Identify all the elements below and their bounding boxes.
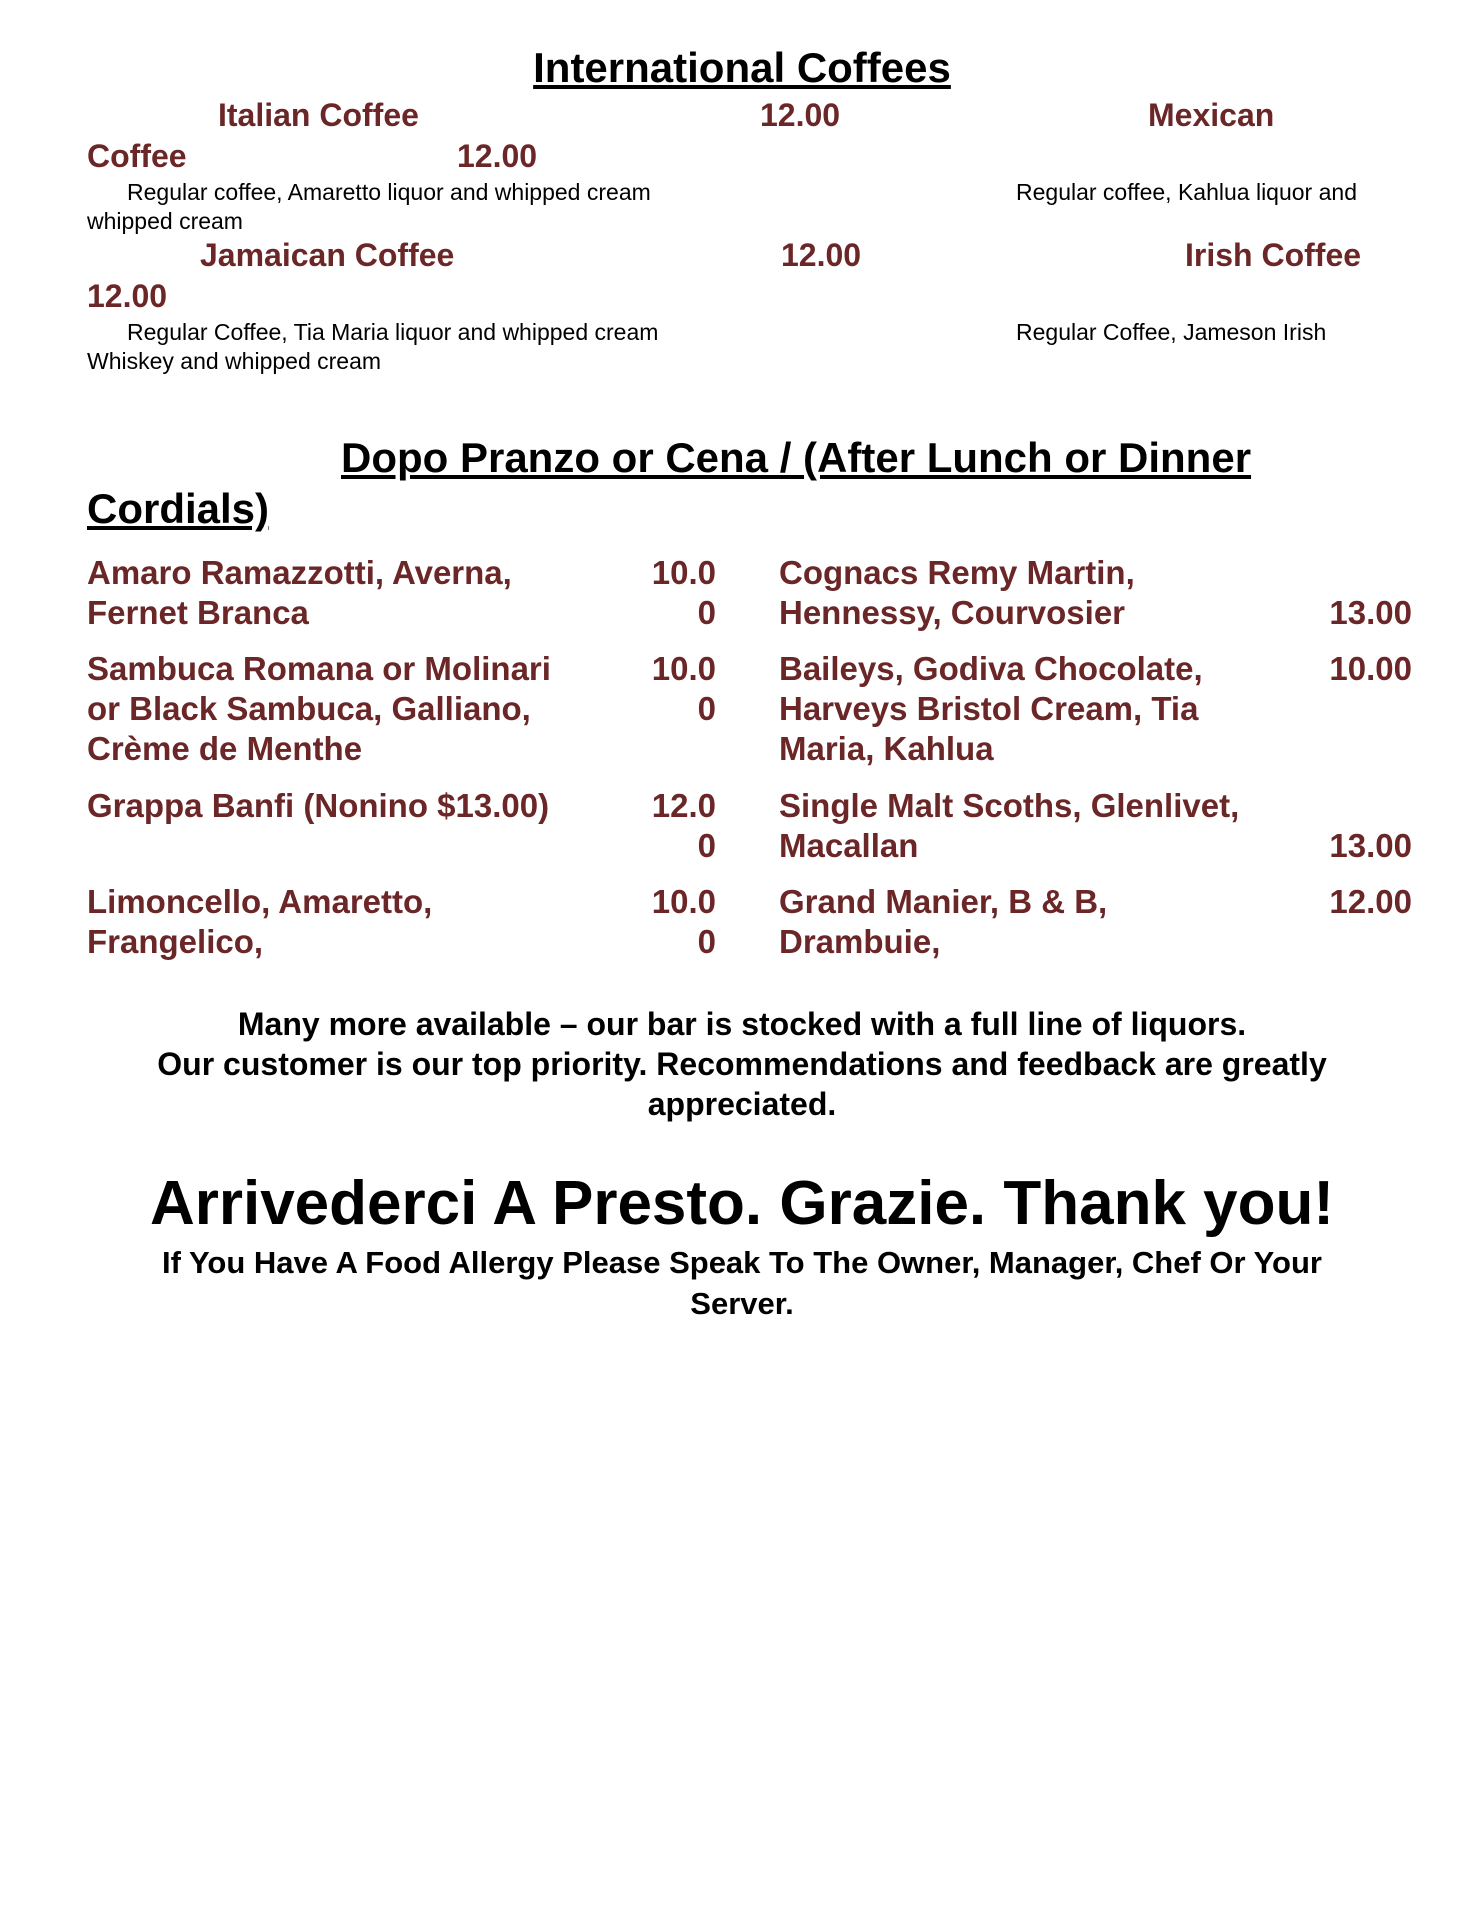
cordial-sambuca-line1: Sambuca Romana or Molinari [87, 650, 551, 687]
jamaican-coffee-price: 12.00 [781, 237, 862, 273]
cordial-amaro-line1: Amaro Ramazzotti, Averna, [87, 554, 512, 591]
mexican-coffee-name-part2: Coffee [87, 138, 187, 174]
allergy-note-line2: Server. [690, 1286, 794, 1321]
mexican-coffee-name-part1: Mexican [1148, 97, 1275, 133]
cordial-sambuca-line2: or Black Sambuca, Galliano, [87, 690, 531, 727]
cordial-grappa-price-line2: 0 [697, 827, 716, 864]
cordial-single-malt [779, 786, 1239, 866]
cordial-baileys-line3: Maria, Kahlua [779, 730, 994, 767]
cordial-sambuca-price-line1: 10.0 [651, 650, 716, 687]
allergy-note-line1: If You Have A Food Allergy Please Speak To The Owner, Manager, Chef Or Your [162, 1245, 1322, 1280]
cordial-amaro-price [620, 553, 716, 633]
footer-note-line1: Many more available – our bar is stocked with a full line of liquors. [237, 1006, 1247, 1042]
cordial-sambuca-price-line2: 0 [697, 690, 716, 727]
cordials-title-line1: Dopo Pranzo or Cena / (After Lunch or Dinner [341, 434, 1252, 481]
cordial-cognacs [779, 553, 1135, 633]
footer-note-line2: Our customer is our top priority. Recommendations and feedback are greatly [157, 1046, 1327, 1082]
italian-coffee-desc: Regular coffee, Amaretto liquor and whipped cream [127, 179, 651, 205]
mexican-coffee-desc-part1: Regular coffee, Kahlua liquor and [1016, 179, 1357, 205]
footer-note-line3: appreciated. [647, 1086, 837, 1122]
cordial-single-malt-price: 13.00 [1329, 827, 1412, 864]
mexican-coffee-desc-part2: whipped cream [87, 208, 243, 234]
cordial-limoncello-price-line1: 10.0 [651, 883, 716, 920]
mexican-coffee-price: 12.00 [457, 138, 538, 174]
cordial-limoncello-price-line2: 0 [697, 923, 716, 960]
cordial-baileys-line2: Harveys Bristol Cream, Tia [779, 690, 1199, 727]
coffees-title: International Coffees [533, 44, 951, 91]
cordial-cognacs-price: 13.00 [1329, 594, 1412, 631]
cordial-limoncello-line1: Limoncello, Amaretto, [87, 883, 433, 920]
cordial-grand-manier-price: 12.00 [1329, 883, 1412, 920]
cordial-amaro-price-line2: 0 [697, 594, 716, 631]
jamaican-coffee-desc: Regular Coffee, Tia Maria liquor and whipped cream [127, 319, 659, 345]
irish-coffee-desc-part1: Regular Coffee, Jameson Irish [1016, 319, 1327, 345]
cordial-cognacs-line2: Hennessy, Courvosier [779, 594, 1126, 631]
cordial-baileys-price: 10.00 [1329, 650, 1412, 687]
cordial-amaro-price-line1: 10.0 [651, 554, 716, 591]
cordial-single-malt-line2: Macallan [779, 827, 919, 864]
cordial-baileys-line1: Baileys, Godiva Chocolate, [779, 650, 1203, 687]
cordial-grand-manier-line2: Drambuie, [779, 923, 941, 960]
cordials-title-line2: Cordials) [87, 485, 270, 532]
irish-coffee-desc-part2: Whiskey and whipped cream [87, 348, 382, 374]
cordial-sambuca-price [620, 649, 716, 729]
cordial-baileys [779, 649, 1203, 769]
cordial-single-malt-line1: Single Malt Scoths, Glenlivet, [779, 787, 1240, 824]
cordial-grappa [87, 786, 549, 826]
farewell-heading: Arrivederci A Presto. Grazie. Thank you! [149, 1169, 1335, 1238]
italian-coffee-name: Italian Coffee [218, 97, 419, 133]
irish-coffee-price: 12.00 [87, 278, 168, 314]
irish-coffee-name: Irish Coffee [1185, 237, 1362, 273]
cordial-sambuca-line3: Crème de Menthe [87, 730, 363, 767]
cordial-grappa-line1: Grappa Banfi (Nonino $13.00) [87, 787, 550, 824]
italian-coffee-price: 12.00 [760, 97, 841, 133]
cordial-limoncello-line2: Frangelico, [87, 923, 264, 960]
jamaican-coffee-name: Jamaican Coffee [200, 237, 455, 273]
cordial-limoncello-price [620, 882, 716, 962]
cordial-grand-manier [779, 882, 1107, 962]
cordial-amaro [87, 553, 512, 633]
cordial-grappa-price-line1: 12.0 [651, 787, 716, 824]
cordial-grand-manier-line1: Grand Manier, B & B, [779, 883, 1108, 920]
cordial-sambuca [87, 649, 551, 769]
cordial-limoncello [87, 882, 432, 962]
cordial-grappa-price [620, 786, 716, 866]
cordial-amaro-line2: Fernet Branca [87, 594, 309, 631]
cordial-cognacs-line1: Cognacs Remy Martin, [779, 554, 1135, 591]
